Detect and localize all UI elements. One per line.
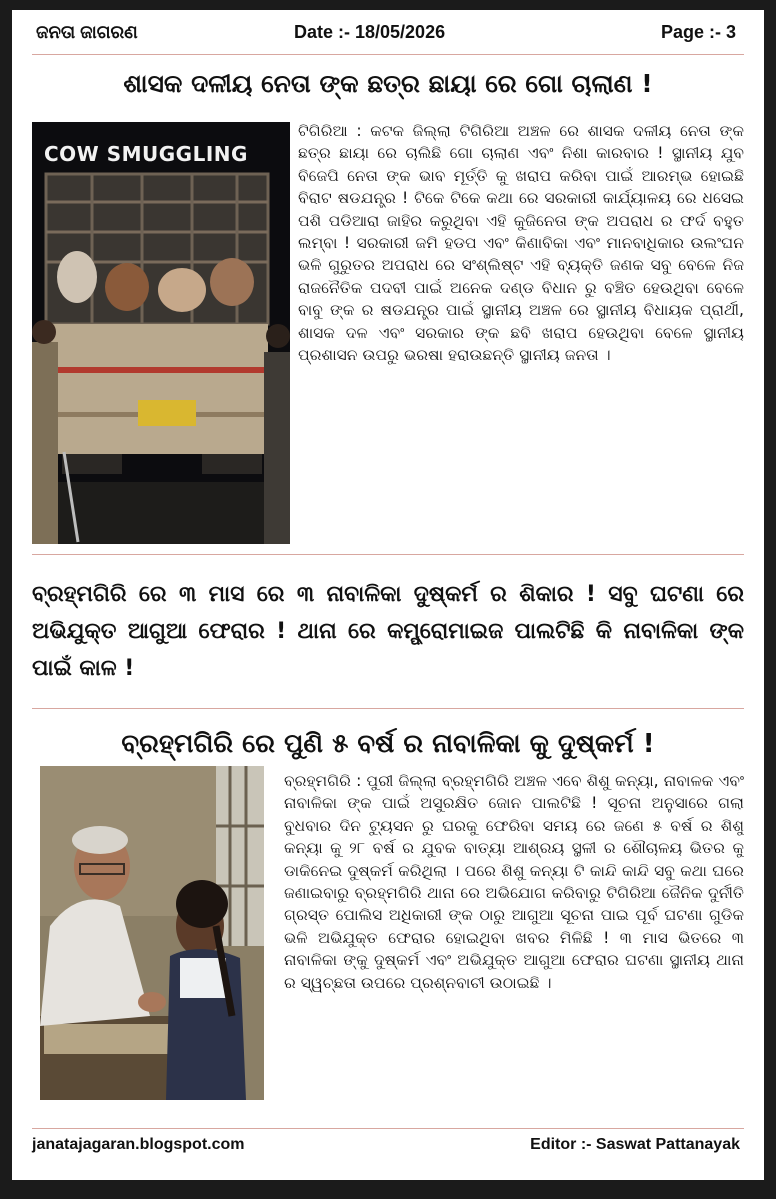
story1-body: ଟିଗିରିଆ : କଟକ ଜିଲ୍ଲା ଟିଗିରିଆ ଅଞ୍ଚଳ ରେ ଶାସକ ଦଳୀୟ ନେତା ଙ୍କ ଛତ୍ର ଛାୟା ରେ ଚାଲିଛି ଗୋ ଚାଲାଣ ଏବଂ ନିଶା କାରବାର ! ସ୍ଥାନୀୟ ଯୁବ ବିଜେପି ନେତା ଙ୍କ ଭାବ ମୂର୍ତ୍ତି କୁ ଖରାପ କରିବା ପାଇଁ ଆରମ୍ଭ ହୋଇଛି ବିରାଟ ଷଡଯନ୍ତ୍ର ! ଟିକେ ଟିକେ କଥା ରେ ସରକାରୀ କାର୍ଯ୍ୟାଳୟ ରେ ଧସେଇ ପଶି ପଡିଆରା ଜାହିର କରୁଥିବା ଏହି କୁଜିନେତା ଙ୍କ ଅପରାଧ ର ଫର୍ଦ ବହୁତ ଲମ୍ବା ! ସରକାରୀ ଜମି ହଡପ ଏବଂ କିଣାବିକା ଏବଂ ମାନବାଧିକାର ଉଲଂଘନ ଭଳି ଗୁରୁତର ଅପରାଧ ରେ ସଂଶ୍ଲିଷ୍ଟ ଏହି ବ୍ୟକ୍ତି ଜଣକ ସବୁ ବେଳେ ନିଜ ରାଜନୈତିକ ପଦବୀ ପାଇଁ ଅନେକ ଦଣ୍ଡ ବିଧାନ ରୁ ବଞ୍ଚିତ ହେଉଥିବା ବେଳେ ବାବୁ ଙ୍କ ର ଷଡଯନ୍ତ୍ର ପାଇଁ ସ୍ଥାନୀୟ ଅଞ୍ଚଳ ରେ ସ୍ଥାନୀୟ ବିଧାୟକ ପ୍ରାର୍ଥୀ, ଶାସକ ଦଳ ଏବଂ ସରକାର ଙ୍କ ଛବି ଖରାପ ହେଉଥିବା ବେଳେ ସ୍ଥାନୀୟ ପ୍ରଶାସନ ଉପରୁ ଭରଷା ହରାଉଛନ୍ତି ସ୍ଥାନୀୟ ଜନତା । [298, 122, 744, 365]
divider [32, 554, 744, 555]
divider [32, 1128, 744, 1129]
cow-smuggling-photo [32, 122, 290, 544]
story3-headline: ବ୍ରହ୍ମଗିରି ରେ ପୁଣି ୫ ବର୍ଷ ର ନାବାଳିକା କୁ ଦୁଷ୍କର୍ମ ! [121, 729, 655, 759]
elder-and-child-photo [40, 766, 264, 1100]
masthead [12, 10, 764, 54]
footer [12, 1130, 764, 1166]
editor-credit: Editor :- Saswat Pattanayak [530, 1136, 740, 1153]
issue-date: Date :- 18/05/2026 [294, 22, 446, 42]
divider [32, 708, 744, 709]
divider [32, 54, 744, 55]
story1-headline: ଶାସକ ଦଳୀୟ ନେତା ଙ୍କ ଛତ୍ର ଛାୟା ରେ ଗୋ ଚାଲାଣ ! [123, 69, 653, 98]
photo-caption: COW SMUGGLING [44, 142, 248, 166]
story3-body: ବ୍ରହ୍ମଗିରି : ପୁରୀ ଜିଲ୍ଲା ବ୍ରହ୍ମଗିରି ଅଞ୍ଚଳ ଏବେ ଶିଶୁ କନ୍ୟା, ନାବାଳକ ଏବଂ ନାବାଳିକା ଙ୍କ ପାଇଁ ଅସୁରକ୍ଷିତ ଜୋନ ପାଲଟିଛି ! ସୂଚନା ଅନୁସାରେ ଗଲା ବୁଧବାର ଦିନ ଟ୍ୟୁସନ ରୁ ଘରକୁ ଫେରିବା ସମୟ ରେ ଜଣେ ୫ ବର୍ଷ ର ଶିଶୁ କନ୍ୟା କୁ ୨୮ ବର୍ଷ ର ଯୁବକ ବାତ୍ୟା ଆଶ୍ରୟ ସ୍ଥଳୀ ର ଶୌଚାଳୟ ଭିତର କୁ ଡାକିନେଇ ଦୁଷ୍କର୍ମ କରିଥିଲା । ପରେ ଶିଶୁ କନ୍ୟା ଟି କାନ୍ଦି କାନ୍ଦି ସବୁ କଥା ଘରେ ଜଣାଇବାରୁ ବ୍ରହ୍ମଗିରି ଥାନା ରେ ଅଭିଯୋଗ କରିବାରୁ ଟିଗିରିଆ ଜୈନିକ ଦୁର୍ନୀତି ଗ୍ରସ୍ତ ପୋଲିସ ଅଧିକାରୀ ଙ୍କ ଠାରୁ ଆଗୁଆ ସୂଚନା ପାଇ ପୂର୍ବ ଘଟଣା ଗୁଡିକ ଭଳି ଅଭିଯୁକ୍ତ ଫେରାର ହୋଇଥିବା ଖବର ମିଳିଛି ! ୩ ମାସ ଭିତରେ ୩ ନାବାଳିକା ଙ୍କୁ ଦୁଷ୍କର୍ମ ଏବଂ ଅଭିଯୁକ୍ତ ଆଗୁଆ ଫେରାର ଘଟଣା ସ୍ଥାନୀୟ ଥାନା ର ସ୍ୱଚ୍ଛତା ଉପରେ ପ୍ରଶ୍ନବାଚୀ ଉଠାଇଛି । [284, 772, 744, 992]
newspaper-name: ଜନତା ଜାଗରଣ [36, 22, 138, 42]
website-address: janatajagaran.blogspot.com [32, 1136, 245, 1153]
story2-headline: ବ୍ରହ୍ମଗିରି ରେ ୩ ମାସ ରେ ୩ ନାବାଳିକା ଦୁଷ୍କର୍ମ ର ଶିକାର ! ସବୁ ଘଟଣା ରେ ଅଭିଯୁକ୍ତ ଆଗୁଆ ଫେରାର ! ଥାନା ରେ କମ୍ପ୍ରୋମାଇଜ ପାଲଟିଛି କି ନାବାଳିକା ଙ୍କ ପାଇଁ କାଳ ! [32, 582, 744, 681]
newspaper-page [12, 10, 764, 1180]
page-number: Page :- 3 [660, 22, 736, 42]
